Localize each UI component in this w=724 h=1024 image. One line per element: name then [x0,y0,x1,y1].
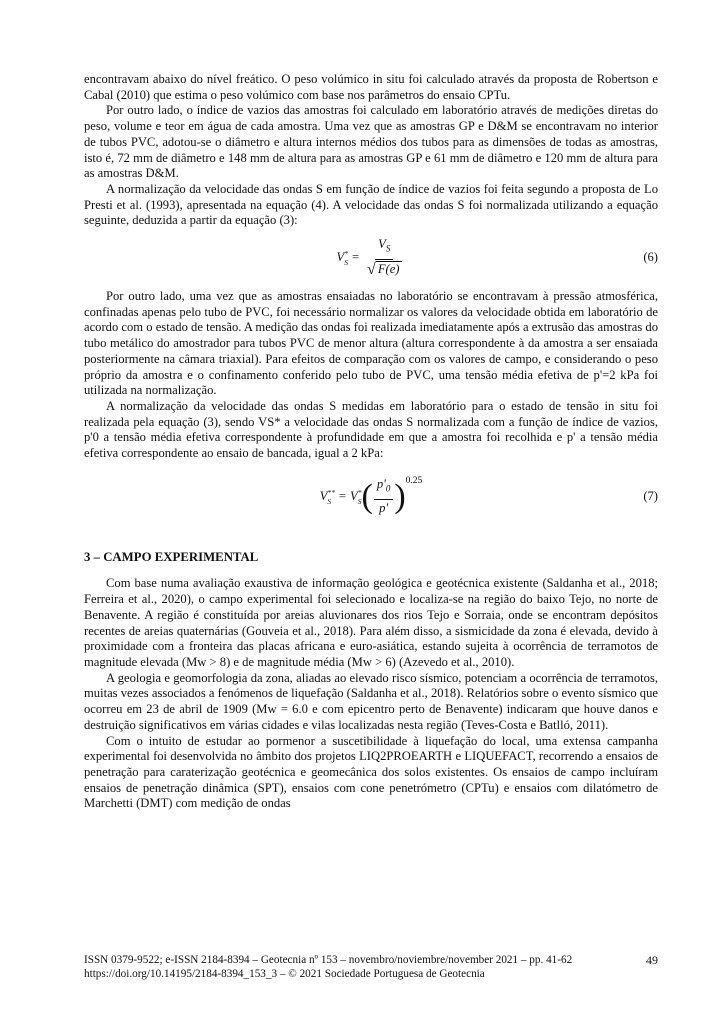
eq7-exponent: 0.25 [405,475,423,486]
journal-info: ISSN 0379-9522; e-ISSN 2184-8394 – Geotecnia nº 153 – novembro/noviembre/november 2021 – pp. 41-62 [84,954,573,966]
paragraph-5: A normalização da velocidade das ondas S medidas em laboratório para o estado de tensão in situ foi realizada pela equação (3), sendo VS* a velocidade das ondas S normalizada com a função de índice de vazios, p'0 a tensão média efetiva correspondente à profundidade em que a amostra foi recolhida e p' a tensão média efetiva correspondente ao ensaio de bancada, igual a 2 kPa: [84,398,658,461]
eq6-equals: = [351,250,360,265]
eq7-rhs: V * S [350,487,362,506]
eq7-lhs: V ** S [319,487,335,506]
paragraph-6: Com base numa avaliação exaustiva de informação geológica e geotécnica existente (Saldanha et al., 2018; Ferreira et al., 2020), o campo experimental foi selecionado e localiza-se na região do baixo Tejo, no norte de Benavente. A região é constituída por areias aluvionares dos rios Tejo e Sorraia, onde se encontram depósitos recentes de areias quaternárias (Gouveia et al., 2018). Para além disso, a sismicidade da zona é elevada, devido à proximidade com a fronteira das placas africana e euro-asiática, estando sujeita à ocorrência de terramotos de magnitude elevada (Mw > 8) e de magnitude média (Mw > 6) (Azevedo et al., 2010). [84,576,658,669]
paragraph-7: A geologia e geomorfologia da zona, aliadas ao elevado risco sísmico, potenciam a ocorrência de terramotos, muitas vezes associados a fenómenos de liquefação (Saldanha et al., 2018). Relatórios sobre o evento sísmico que ocorreu em 23 de abril de 1909 (Mw = 6.0 e com epicentro perto de Benavente) indicaram que houve danos e destruição significativos em várias cidades e vilas localizadas nesta região (Teves-Costa e Batlló, 2011). [84,670,658,732]
equation-6 [84,233,658,283]
paragraph-8: Com o intuito de estudar ao pormenor a suscetibilidade à liquefação do local, uma extensa campanha experimental foi desenvolvida no âmbito dos projetos LIQ2PROEARTH e LIQUEFACT, recorrendo a ensaios de penetração para caraterização geotécnica e geomecânica dos solos existentes. Os ensaios de campo incluíram ensaios de penetração dinâmica (SPT), ensaios com cone penetrómetro (CPTu) e ensaios com dilatómetro de Marchetti (DMT) com medição de ondas [84,733,658,811]
equation-number-6: (6) [643,250,658,265]
eq7-equals: = [338,488,347,503]
eq6-lhs: V * S [336,249,348,268]
equation-number-7: (7) [643,488,658,503]
paragraph-4: Por outro lado, uma vez que as amostras ensaiadas no laboratório se encontravam à pressão atmosférica, confinadas apenas pelo tubo de PVC, foi necessário normalizar os valores da velocidade obtida em laboratório de acordo com o estado de tensão. A medição das ondas foi realizada imediatamente após a extrusão das amostras do tubo metálico do amostrador para tubos PVC de menor altura (altura correspondente à da amostra a ser ensaiada posteriormente na câmara triaxial). Para efeitos de comparação com os valores de campo, e considerando o peso próprio da amostra e o confinamento conferido pelo tubo de PVC, uma tensão média efetiva de p'=2 kPa foi utilizada na normalização. [84,289,658,398]
left-paren: ( [361,477,373,515]
eq7-fraction: $\frac{p'_0}{p'}$ [374,477,394,516]
paragraph-3: A normalização da velocidade das ondas S em função de índice de vazios foi feita segundo a proposta de Lo Presti et al. (1993), apresentada na equação (4). A velocidade das ondas S foi normalizada utilizando a equação seguinte, deduzida a partir da equação (3): [84,181,658,228]
equation-7 [84,468,658,526]
paragraph-2: Por outro lado, o índice de vazios das amostras foi calculado em laboratório através de medições diretas do peso, volume e teor em água de cada amostra. Uma vez que as amostras GP e D&M se encontravam no interior de tubos PVC, adotou-se o diâmetro e altura internos médios dos tubos para as dimensões de todas as amostras, isto é, 72 mm de diâmetro e 148 mm de altura para as amostras GP e 61 mm de diâmetro e 120 mm de altura para as amostras D&M. [84,103,658,181]
section-heading: 3 – CAMPO EXPERIMENTAL [84,549,259,564]
paragraph-1: encontravam abaixo do nível freático. O peso volúmico in situ foi calculado através da proposta de Robertson e Cabal (2010) que estima o peso volúmico com base nos parâmetros do ensaio CPTu. [84,72,658,102]
page-number: 49 [646,953,658,967]
eq6-fraction: $V_S$ √ F(e) [367,237,400,278]
article-body [84,72,658,812]
page-footer [84,953,658,981]
doi-line: https://doi.org/10.14195/2184-8394_153_3 – © 2021 Sociedade Portuguesa de Geotecnia [84,968,485,980]
right-paren: ) [394,477,406,515]
